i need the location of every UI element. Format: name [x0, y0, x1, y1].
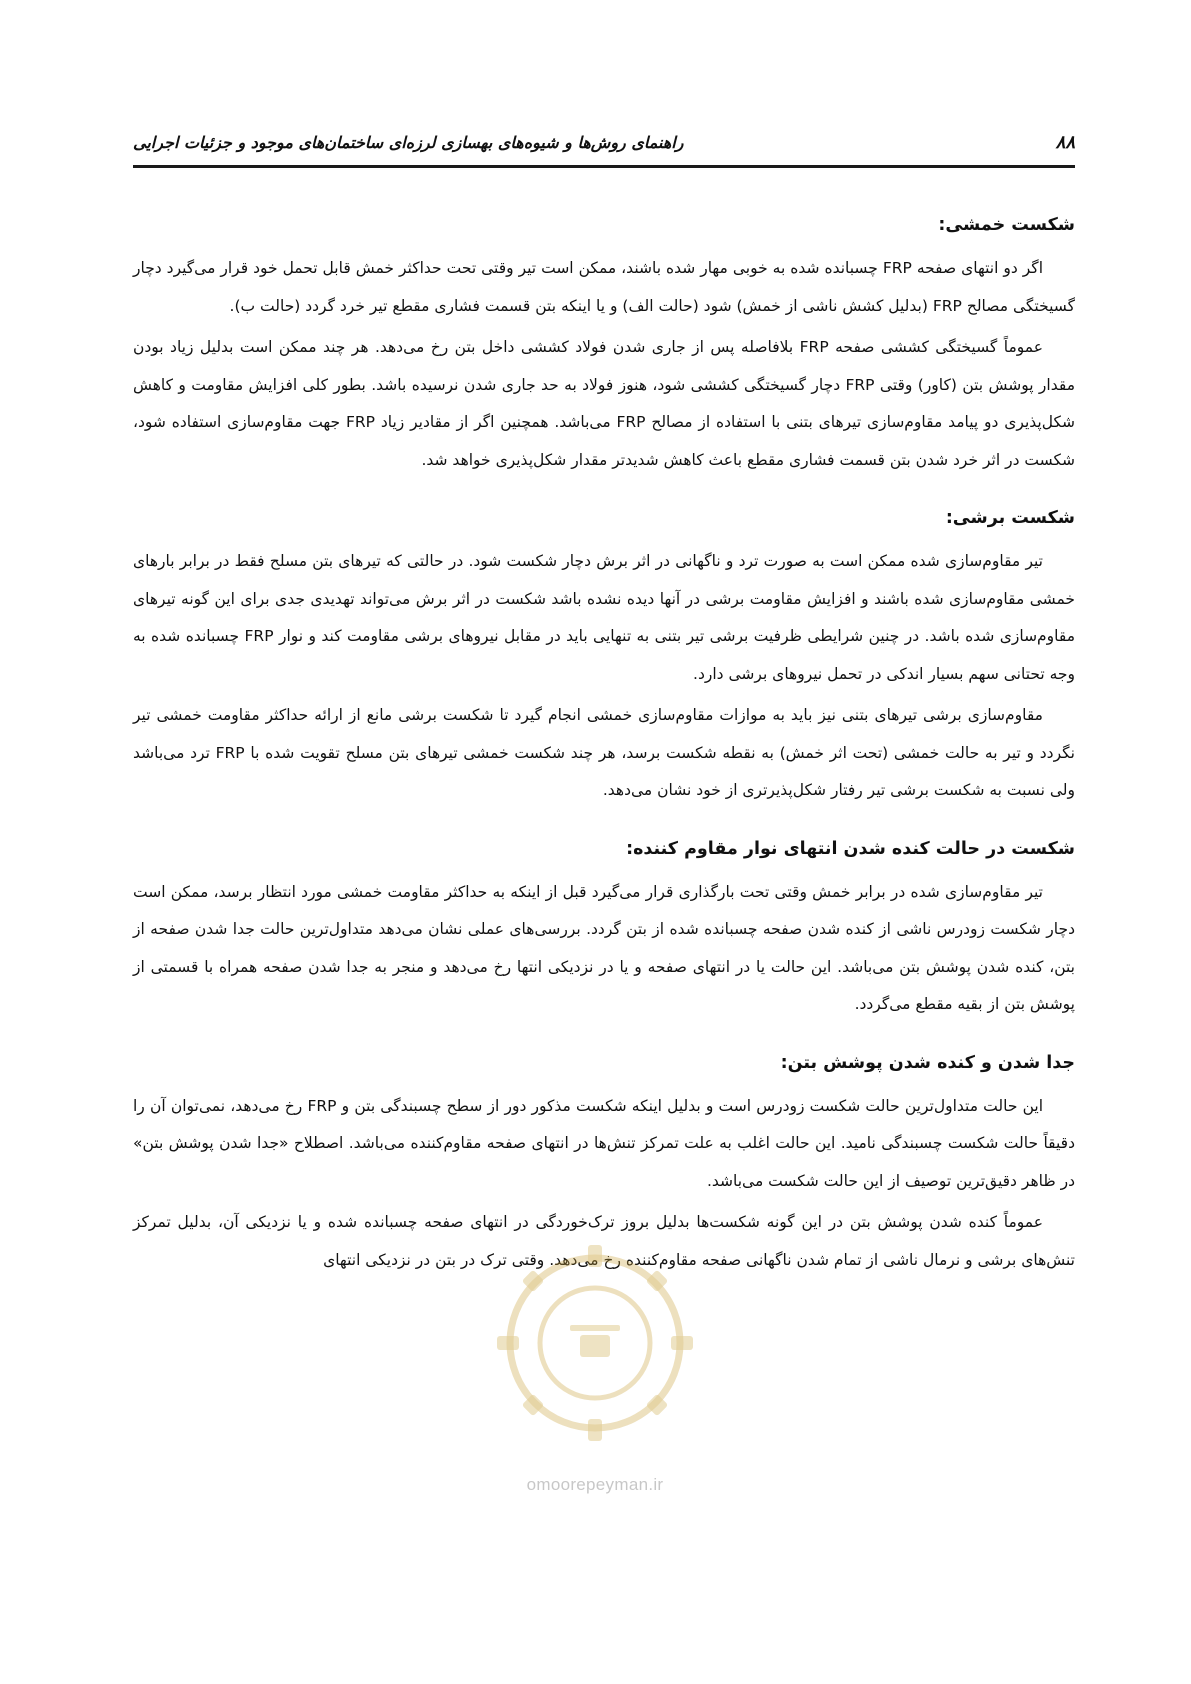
- main-content: [133, 210, 1075, 1283]
- paragraph: تیر مقاوم‌سازی شده در برابر خمش وقتی تحت بارگذاری قرار می‌گیرد قبل از اینکه به حداکثر مقاومت خمشی مورد انتظار برسد، ممکن است دچار شکست زودرس ناشی از کنده شدن صفحه چسبانده شده از بتن گردد. بررسی‌های عملی نشان می‌دهد متداول‌ترین حالت جدا شدن صفحه از بتن، کنده شدن پوشش بتن می‌باشد. این حالت یا در انتهای صفحه و یا در نزدیکی انتها رخ می‌دهد و منجر به جدا شدن صفحه همراه با قسمتی از پوشش بتن از بقیه مقطع می‌گردد.: [133, 882, 1075, 1013]
- watermark-text: omoorepeyman.ir: [526, 1475, 664, 1494]
- paragraph: اگر دو انتهای صفحه FRP چسبانده شده به خوبی مهار شده باشند، ممکن است تیر وقتی تحت حداکثر خمش قابل تحمل خود قرار می‌گیرد دچار گسیختگی مصالح FRP (بدلیل کشش ناشی از خمش) شود (حالت الف) و یا اینکه بتن قسمت فشاری مقطع تیر خرد گردد (حالت ب).: [133, 259, 1075, 315]
- section-heading-cover-separation: جدا شدن و کنده شدن پوشش بتن:: [780, 1052, 1075, 1073]
- section-heading-shear-failure: شکست برشی:: [945, 508, 1075, 528]
- section-heading-flexural-failure: شکست خمشی:: [938, 215, 1075, 235]
- paragraph: عموماً گسیختگی کششی صفحه FRP بلافاصله پس از جاری شدن فولاد کششی داخل بتن رخ می‌دهد. هر چند ممکن است بدلیل زیاد بودن مقدار پوشش بتن (کاور) وقتی FRP دچار گسیختگی کششی شود، هنوز فولاد به حد جاری شدن نرسیده باشد. بطور کلی افزایش مقاومت و کاهش شکل‌پذیری دو پیامد مقاوم‌سازی تیرهای بتنی با استفاده از مصالح FRP می‌باشد. همچنین اگر از مقادیر زیاد FRP جهت مقاوم‌سازی استفاده شود، شکست در اثر خرد شدن بتن قسمت فشاری مقطع باعث کاهش شدیدتر مقدار شکل‌پذیری خواهد شد.: [133, 338, 1075, 469]
- paragraph: مقاوم‌سازی برشی تیرهای بتنی نیز باید به موازات مقاوم‌سازی خمشی انجام گیرد تا شکست برشی مانع از ارائه حداکثر مقاومت خمشی تیر نگردد و تیر به حالت خمشی (تحت اثر خمش) به نقطه شکست برسد، هر چند شکست خمشی تیرهای بتن مسلح تقویت شده با FRP ترد می‌باشد ولی نسبت به شکست برشی تیر رفتار شکل‌پذیرتری از خود نشان می‌دهد.: [133, 706, 1075, 799]
- header-rule: [133, 165, 1075, 168]
- section-heading-end-debonding: شکست در حالت کنده شدن انتهای نوار مقاوم کننده:: [626, 838, 1075, 859]
- paragraph: عموماً کنده شدن پوشش بتن در این گونه شکست‌ها بدلیل بروز ترک‌خوردگی در انتهای صفحه چسبانده شده و یا نزدیکی آن، بدلیل تمرکز تنش‌های برشی و نرمال ناشی از تمام شدن ناگهانی صفحه مقاوم‌کننده رخ می‌دهد. وقتی ترک در بتن در نزدیکی انتهای: [133, 1213, 1075, 1269]
- paragraph: تیر مقاوم‌سازی شده ممکن است به صورت ترد و ناگهانی در اثر برش دچار شکست شود. در حالتی که تیرهای بتن مسلح فقط در برابر بارهای خمشی مقاوم‌سازی شده باشند و افزایش مقاومت برشی در آنها دیده نشده باشد شکست در اثر برش می‌تواند تهدیدی جدی برای این گونه تیرهای مقاوم‌سازی شده باشد. در چنین شرایطی ظرفیت برشی تیر بتنی به تنهایی باید در مقابل نیروهای برشی مقاومت کند و نوار FRP چسبانده شده به وجه تحتانی سهم بسیار اندکی در تحمل نیروهای برشی دارد.: [133, 552, 1076, 683]
- page-number: ۸۸: [1055, 132, 1075, 153]
- running-header: [133, 130, 1075, 164]
- paragraph: این حالت متداول‌ترین حالت شکست زودرس است و بدلیل اینکه شکست مذکور دور از سطح چسبندگی بتن و FRP رخ می‌دهد، نمی‌توان آن را دقیقاً حالت شکست چسبندگی نامید. این حالت اغلب به علت تمرکز تنش‌ها در انتهای صفحه مقاوم‌کننده می‌باشد. اصطلاح «جدا شدن پوشش بتن» در ظاهر دقیق‌ترین توصیف از این حالت شکست می‌باشد.: [133, 1096, 1075, 1190]
- running-title: راهنمای روش‌ها و شیوه‌های بهسازی لرزه‌ای ساختمان‌های موجود و جزئیات اجرایی: [133, 133, 684, 152]
